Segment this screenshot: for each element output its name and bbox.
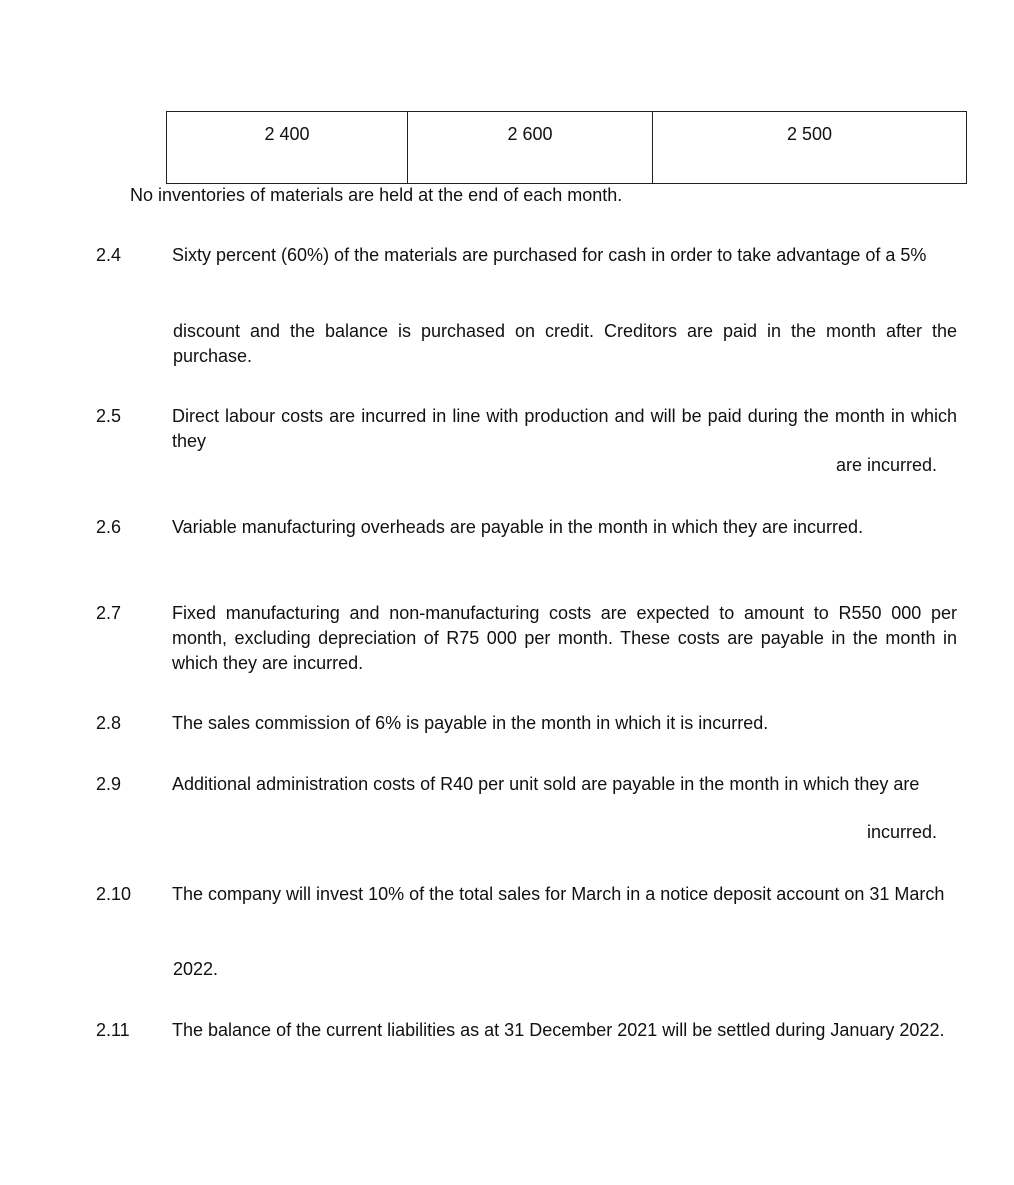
item-text	[172, 711, 957, 736]
item-tail: are incurred.	[835, 455, 937, 475]
item-text	[172, 882, 957, 907]
item-paragraph: Sixty percent (60%) of the materials are purchased for cash in order to take advantage of a 5%	[172, 245, 927, 265]
item-text-continued	[173, 319, 957, 369]
item-number: 2.8	[96, 713, 122, 733]
item-number: 2.10	[96, 884, 132, 904]
table-cell: 2 500	[653, 112, 967, 184]
item-number: 2.9	[96, 774, 122, 794]
quantities-table	[166, 111, 967, 184]
item-number: 2.5	[96, 406, 122, 426]
table-cell: 2 600	[408, 112, 653, 184]
item-text	[172, 1018, 957, 1043]
item-paragraph: The company will invest 10% of the total sales for March in a notice deposit account on 31 March	[172, 884, 945, 904]
item-text	[172, 515, 957, 540]
item-number: 2.6	[96, 517, 122, 537]
item-text	[172, 404, 957, 454]
item-text	[172, 601, 957, 676]
item-text-continued	[173, 957, 957, 982]
item-paragraph: Additional administration costs of R40 per unit sold are payable in the month in which they are	[172, 774, 920, 794]
item-number: 2.11	[96, 1020, 130, 1040]
table-row	[167, 112, 967, 184]
item-number: 2.7	[96, 603, 122, 623]
item-paragraph: The sales commission of 6% is payable in the month in which it is incurred.	[172, 713, 769, 733]
item-paragraph: discount and the balance is purchased on credit. Creditors are paid in the month after the purchase.	[173, 321, 957, 366]
item-paragraph: 2022.	[173, 959, 219, 979]
item-paragraph: Direct labour costs are incurred in line with production and will be paid during the month in which they	[172, 406, 957, 451]
inventory-note: No inventories of materials are held at the end of each month.	[130, 185, 623, 205]
item-paragraph: The balance of the current liabilities as at 31 December 2021 will be settled during January 2022.	[172, 1020, 945, 1040]
item-number: 2.4	[96, 245, 122, 265]
item-text	[172, 243, 957, 268]
item-tail: incurred.	[866, 822, 937, 842]
item-text	[172, 772, 957, 797]
item-paragraph: Variable manufacturing overheads are payable in the month in which they are incurred.	[172, 517, 864, 537]
item-paragraph: Fixed manufacturing and non-manufacturing costs are expected to amount to R550 000 per month, excluding depreciation of R75 000 per month. These costs are payable in the month in which they are incurred.	[172, 603, 957, 673]
table-cell: 2 400	[167, 112, 408, 184]
